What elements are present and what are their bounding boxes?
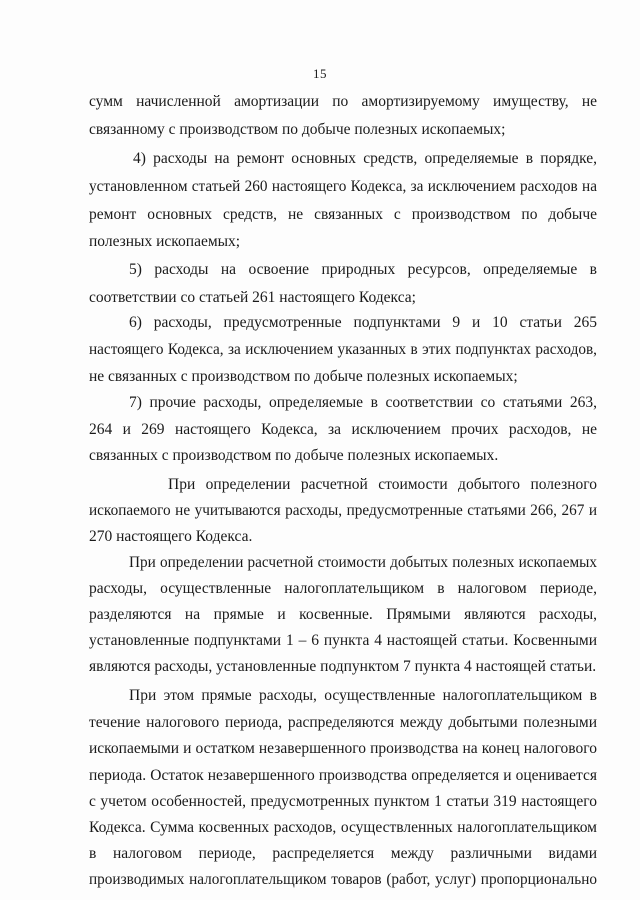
text-line: При определении расчетной стоимости добытых полезных ископаемых — [129, 554, 597, 571]
text-line: разделяются на прямые и косвенные. Прямыми являются расходы, — [89, 606, 597, 623]
text-line: 6) расходы, предусмотренные подпунктами 9 и 10 статьи 265 — [129, 314, 597, 331]
text-line: настоящего Кодекса, за исключением указанных в этих подпунктах расходов, — [89, 341, 597, 358]
text-line: в налоговом периоде, распределяется между различными видами — [89, 845, 597, 862]
text-line: производимых налогоплательщиком товаров (работ, услуг) пропорционально — [89, 871, 597, 888]
text-line: периода. Остаток незавершенного производства определяется и оценивается — [89, 767, 597, 784]
text-line: 270 настоящего Кодекса. — [89, 528, 253, 545]
text-line: Кодекса. Сумма косвенных расходов, осуществленных налогоплательщиком — [89, 819, 597, 836]
text-line: связанных с производством по добыче полезных ископаемых. — [89, 447, 499, 464]
text-line: установленные подпунктами 1 – 6 пункта 4 настоящей статьи. Косвенными — [89, 632, 597, 649]
text-line: 264 и 269 настоящего Кодекса, за исключением прочих расходов, не — [89, 421, 597, 438]
text-line: соответствии со статьей 261 настоящего Кодекса; — [89, 289, 416, 306]
text-line: При определении расчетной стоимости добытого полезного — [168, 476, 597, 493]
text-line: не связанных с производством по добыче полезных ископаемых; — [89, 368, 518, 385]
text-line: ремонт основных средств, не связанных с производством по добыче — [89, 206, 597, 223]
text-line: 4) расходы на ремонт основных средств, определяемые в порядке, — [133, 150, 597, 167]
text-line: 5) расходы на освоение природных ресурсов, определяемые в — [129, 261, 597, 278]
text-line: При этом прямые расходы, осуществленные налогоплательщиком в — [129, 687, 597, 704]
text-line: расходы, осуществленные налогоплательщиком в налоговом периоде, — [89, 580, 597, 597]
text-line: 7) прочие расходы, определяемые в соответствии со статьями 263, — [129, 394, 597, 411]
text-line: ископаемыми и остатком незавершенного производства на конец налогового — [89, 740, 597, 757]
text-line: связанному с производством по добыче полезных ископаемых; — [89, 121, 506, 138]
page-number: 15 — [313, 66, 327, 81]
text-line: являются расходы, установленные подпунктом 7 пункта 4 настоящей статьи. — [89, 658, 597, 675]
text-line: установленном статьей 260 настоящего Кодекса, за исключением расходов на — [89, 178, 597, 195]
text-line: ископаемого не учитываются расходы, предусмотренные статьями 266, 267 и — [89, 502, 597, 519]
text-line: с учетом особенностей, предусмотренных пунктом 1 статьи 319 настоящего — [89, 793, 597, 810]
text-line: сумм начисленной амортизации по амортизируемому имуществу, не — [89, 93, 597, 110]
text-line: течение налогового периода, распределяются между добытыми полезными — [89, 714, 597, 731]
text-line: полезных ископаемых; — [89, 233, 241, 250]
